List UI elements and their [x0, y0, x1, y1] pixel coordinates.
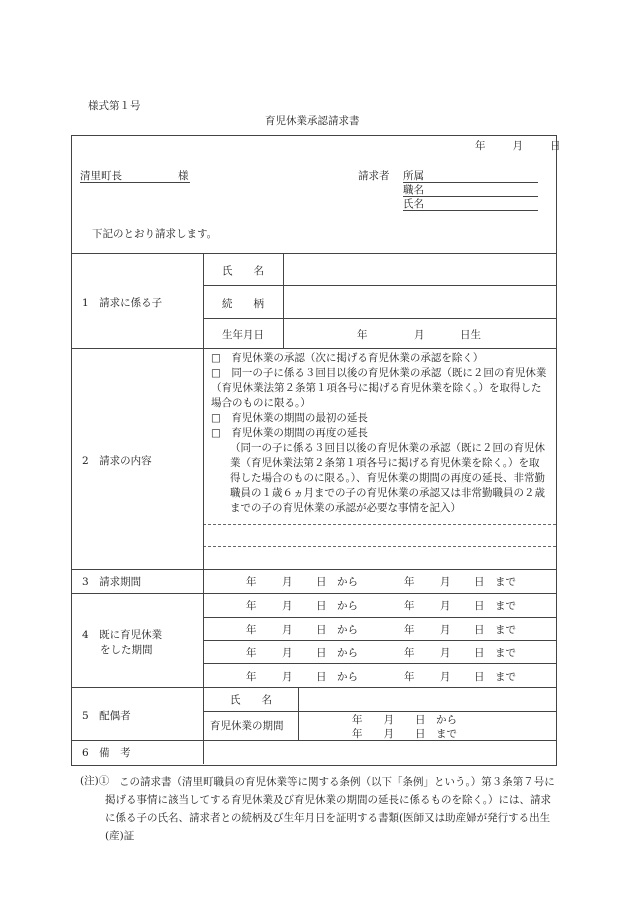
- row2-from-suffix: から: [337, 624, 358, 636]
- divider-s1-row1: [203, 285, 556, 286]
- period-to-day: 日: [474, 576, 485, 588]
- period-from-suffix: から: [337, 576, 358, 588]
- birth-year[interactable]: 年: [357, 329, 368, 341]
- section4-label-line2: をした期間: [100, 644, 153, 656]
- row2-from-month: 月: [282, 624, 293, 636]
- row4-from-year: 年: [246, 671, 257, 683]
- period-from-year: 年: [246, 576, 257, 588]
- row1-from-year: 年: [246, 600, 257, 612]
- row1-from-month: 月: [282, 600, 293, 612]
- row4-to-day: 日: [474, 671, 485, 683]
- column-divider: [203, 253, 204, 764]
- spouse-period-to[interactable]: 年 月 日 まで: [352, 728, 457, 740]
- date-field[interactable]: 年 月 日: [475, 140, 563, 152]
- row4-from-day: 日: [316, 671, 327, 683]
- addressee-prefix: 清里町長: [80, 170, 122, 182]
- form-title: 育児休業承認請求書: [265, 115, 360, 127]
- period-from-month: 月: [282, 576, 293, 588]
- period-to-suffix: まで: [495, 576, 516, 588]
- footnote-text: この請求書（清里町職員の育児休業等に関する条例（以下「条例」という。）第３条第７号に掲げる事情に該当してする育児休業及び育児休業の期間の延長に係るものを除く。）には、請求に係る子の氏名、請求者との続柄及び生年月日を証明する書類(医師又は助産婦が発行する出生(産)証: [105, 776, 555, 842]
- period-to-month: 月: [440, 576, 451, 588]
- child-relation-label: 続 柄: [222, 298, 264, 310]
- section1-label: 1 請求に係る子: [82, 297, 163, 309]
- row4-to-year: 年: [404, 671, 415, 683]
- row3-from-month: 月: [282, 647, 293, 659]
- row3-from-day: 日: [316, 647, 327, 659]
- requester-label: 請求者: [358, 170, 390, 182]
- row4-to-month: 月: [440, 671, 451, 683]
- footnote-marker: (注)①: [80, 775, 110, 787]
- divider-s4-row2: [203, 640, 556, 641]
- row3-to-month: 月: [440, 647, 451, 659]
- name-label: 氏名: [403, 198, 424, 210]
- period-from-day: 日: [316, 576, 327, 588]
- divider-s4-row3: [203, 663, 556, 664]
- divider-s2-dash1: [203, 524, 556, 525]
- row2-to-day: 日: [474, 624, 485, 636]
- divider-s2-end: [71, 569, 556, 570]
- divider-s5-end: [71, 740, 556, 741]
- addressee-suffix: 様: [178, 170, 189, 182]
- child-name-label: 氏 名: [222, 265, 264, 277]
- period-to-year: 年: [404, 576, 415, 588]
- row1-from-day: 日: [316, 600, 327, 612]
- divider-s4-row1: [203, 617, 556, 618]
- birth-month[interactable]: 月: [414, 329, 425, 341]
- row4-from-suffix: から: [337, 671, 358, 683]
- section4-label-line1: 4 既に育児休業: [82, 629, 163, 641]
- spouse-name-label: 氏 名: [230, 694, 272, 706]
- row3-to-suffix: まで: [495, 647, 516, 659]
- spouse-period-from[interactable]: 年 月 日 から: [352, 714, 457, 726]
- divider-s3-end: [71, 593, 556, 594]
- request-option-1[interactable]: □ 育児休業の承認（次に掲げる育児休業の承認を除く）: [211, 352, 484, 364]
- row4-from-month: 月: [282, 671, 293, 683]
- spouse-leave-period-label: 育児休業の期間: [210, 720, 284, 732]
- request-note: （同一の子に係る３回目以後の育児休業の承認（既に２回の育児休業（育児休業法第２条第１項各号に掲げる育児休業を除く。）を取得した場合のものに限る。）、育児休業の期間の再度の延長、非常勤職員の１歳６ヵ月までの子の育児休業の承認又は非常勤職員の２歳までの子の育児休業の承認が必要な事情を記入）: [230, 442, 545, 514]
- row1-to-month: 月: [440, 600, 451, 612]
- addressee-underline: [80, 182, 190, 183]
- intro-text: 下記のとおり請求します。: [92, 228, 218, 240]
- row3-from-suffix: から: [337, 647, 358, 659]
- row2-from-year: 年: [246, 624, 257, 636]
- birth-day[interactable]: 日生: [460, 329, 481, 341]
- request-option-4[interactable]: □ 育児休業の期間の再度の延長: [211, 427, 368, 439]
- row3-from-year: 年: [246, 647, 257, 659]
- section6-label: 6 備 考: [82, 747, 131, 759]
- form-number: 様式第１号: [88, 100, 141, 112]
- divider-s2-dash2: [203, 546, 556, 547]
- row2-to-month: 月: [440, 624, 451, 636]
- row2-to-year: 年: [404, 624, 415, 636]
- divider-s1-row2: [203, 318, 556, 319]
- affiliation-label: 所属: [403, 170, 424, 182]
- request-option-3[interactable]: □ 育児休業の期間の最初の延長: [211, 412, 368, 424]
- section2-label: 2 請求の内容: [82, 455, 152, 467]
- row2-from-day: 日: [316, 624, 327, 636]
- s5-label-column-divider: [298, 687, 299, 740]
- name-input[interactable]: [403, 210, 538, 211]
- row1-to-day: 日: [474, 600, 485, 612]
- position-label: 職名: [403, 184, 424, 196]
- row3-to-day: 日: [474, 647, 485, 659]
- section3-label: 3 請求期間: [82, 576, 142, 588]
- s1-label-column-divider: [283, 253, 284, 348]
- request-option-2[interactable]: □ 同一の子に係る３回目以後の育児休業の承認（既に２回の育児休業（育児休業法第２条第１項各号に掲げる育児休業を除く。）を取得した場合のものに限る。）: [211, 367, 547, 409]
- row3-to-year: 年: [404, 647, 415, 659]
- divider-s1-end: [71, 348, 556, 349]
- row4-to-suffix: まで: [495, 671, 516, 683]
- divider-s4-end: [71, 687, 556, 688]
- row1-to-suffix: まで: [495, 600, 516, 612]
- row2-to-suffix: まで: [495, 624, 516, 636]
- divider-header: [71, 253, 556, 254]
- child-birth-label: 生年月日: [222, 329, 264, 341]
- section5-label: 5 配偶者: [82, 710, 131, 722]
- row1-from-suffix: から: [337, 600, 358, 612]
- row1-to-year: 年: [404, 600, 415, 612]
